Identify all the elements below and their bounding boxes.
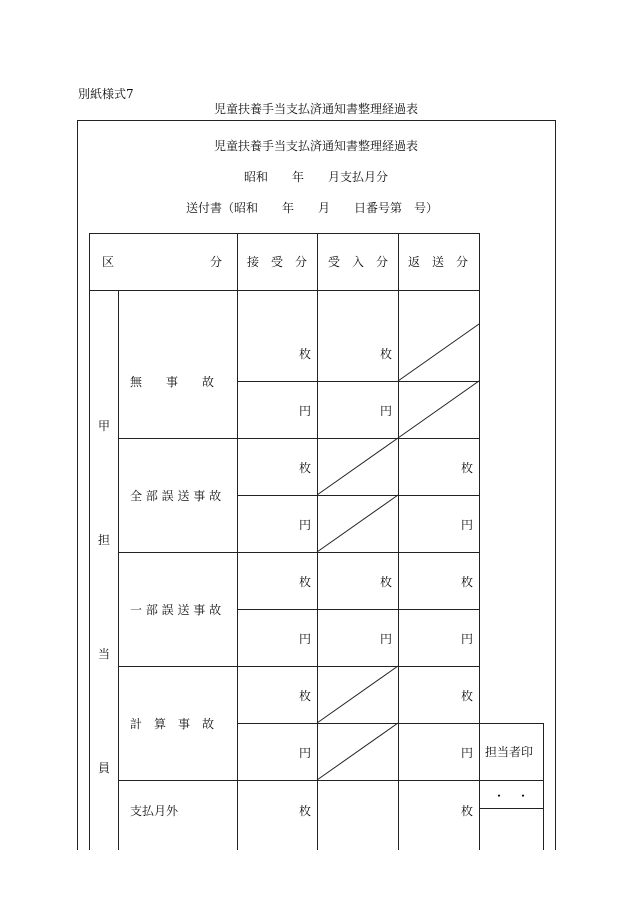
unit-sheets: 枚 (461, 689, 474, 703)
payment-month-line: 昭和 年 月支払月分 (243, 170, 389, 184)
row-label-no-accident: 無 事 故 (130, 375, 215, 389)
unit-yen: 円 (299, 404, 312, 418)
unit-yen: 円 (299, 746, 312, 760)
strike-total-accepted-yen (317, 495, 398, 552)
unit-sheets: 枚 (299, 461, 312, 475)
group-label-1: 甲 (98, 419, 111, 433)
unit-sheets: 枚 (299, 347, 312, 361)
unit-yen: 円 (299, 518, 312, 532)
group-label-2: 担 (98, 533, 111, 547)
header-category-left: 区 (102, 255, 115, 269)
row-label-calc-accident: 計 算 事 故 (130, 717, 215, 731)
strike-calc-accepted-yen (317, 723, 398, 780)
unit-sheets: 枚 (380, 575, 393, 589)
strike-calc-accepted-sheets (317, 666, 398, 723)
unit-sheets: 枚 (299, 575, 312, 589)
strike-total-accepted-sheets (317, 438, 398, 495)
unit-yen: 円 (299, 632, 312, 646)
stamp-dots: ・ ・ (492, 789, 530, 803)
unit-yen: 円 (380, 404, 393, 418)
unit-sheets: 枚 (461, 804, 474, 818)
unit-yen: 円 (461, 746, 474, 760)
unit-yen: 円 (461, 632, 474, 646)
unit-sheets: 枚 (461, 575, 474, 589)
row-label-out-of-month: 支払月外 (130, 804, 179, 818)
group-label-3: 当 (98, 647, 111, 661)
unit-yen: 円 (461, 518, 474, 532)
unit-yen: 円 (380, 632, 393, 646)
strike-no-accident-returned-yen (398, 381, 479, 438)
box-title: 児童扶養手当支払済通知書整理経過表 (213, 139, 419, 153)
sending-note-line: 送付書（昭和 年 月 日番号第 号） (185, 201, 439, 215)
header-returned: 返 送 分 (407, 255, 469, 269)
header-received: 接 受 分 (246, 255, 308, 269)
unit-sheets: 枚 (299, 689, 312, 703)
form-id: 別紙様式7 (78, 87, 134, 101)
row-label-partial-misdelivery: 一 部 誤 送 事 故 (130, 603, 222, 617)
strike-no-accident-returned-sheets (398, 324, 479, 381)
unit-sheets: 枚 (461, 461, 474, 475)
header-accepted: 受 入 分 (327, 255, 389, 269)
header-category-right: 分 (210, 255, 223, 269)
unit-sheets: 枚 (299, 804, 312, 818)
page-title: 児童扶養手当支払済通知書整理経過表 (213, 102, 419, 116)
unit-sheets: 枚 (380, 347, 393, 361)
stamp-label: 担当者印 (485, 745, 534, 759)
group-label-4: 員 (98, 761, 111, 775)
row-label-total-misdelivery: 全 部 誤 送 事 故 (130, 489, 222, 503)
